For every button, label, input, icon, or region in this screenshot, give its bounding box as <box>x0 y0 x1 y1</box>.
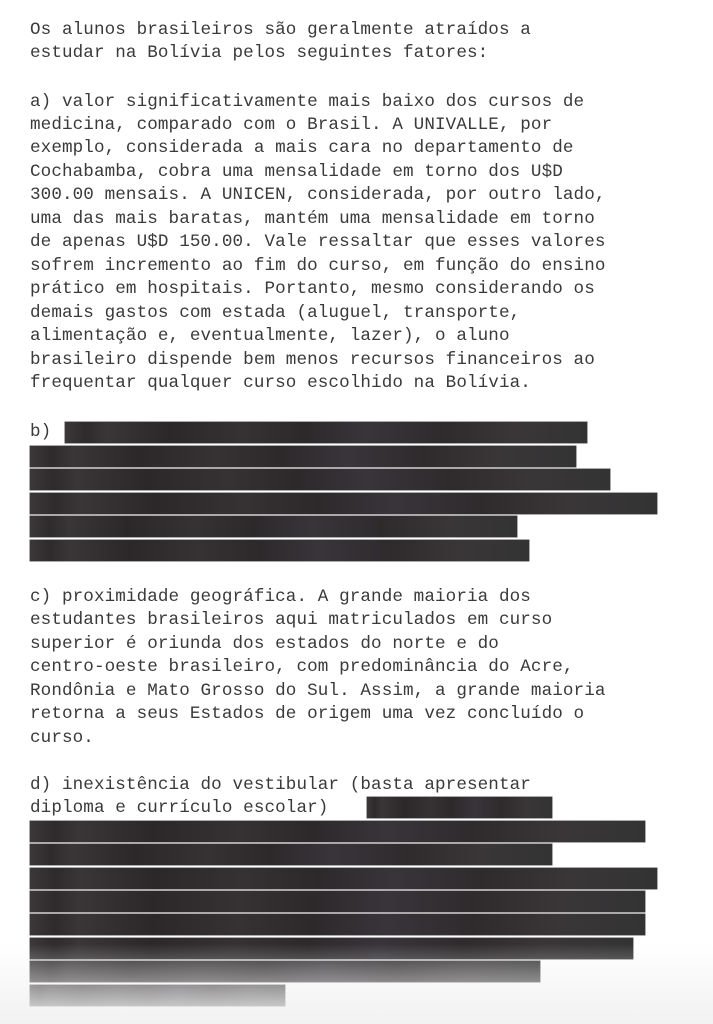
item-a-line: alimentação e, eventualmente, lazer), o aluno <box>30 326 510 346</box>
intro-line: Os alunos brasileiros são geralmente atraídos a <box>30 20 531 40</box>
redaction-bar <box>30 914 645 935</box>
redaction-bar <box>30 821 645 842</box>
page-shadow <box>0 944 713 1024</box>
item-a-line: Cochabamba, cobra uma mensalidade em torno dos U$D <box>30 162 563 182</box>
redaction-bar <box>30 540 529 561</box>
item-c-line: curso. <box>30 728 94 748</box>
item-d-line: d) inexistência do vestibular (basta apresentar <box>30 775 531 795</box>
item-a-line: de apenas U$D 150.00. Vale ressaltar que esses valores <box>30 232 606 252</box>
item-d-line: diploma e currículo escolar) <box>30 798 329 818</box>
redaction-bar <box>30 891 645 912</box>
redaction-bar <box>367 797 552 818</box>
redaction-bar <box>30 493 657 514</box>
intro-line: estudar na Bolívia pelos seguintes fatores: <box>30 43 489 63</box>
redaction-bar <box>30 868 657 889</box>
item-c-line: superior é oriunda dos estados do norte e do <box>30 634 499 654</box>
item-a-line: a) valor significativamente mais baixo dos cursos de <box>30 92 585 112</box>
item-c-line: Rondônia e Mato Grosso do Sul. Assim, a grande maioria <box>30 681 606 701</box>
item-c-line: centro-oeste brasileiro, com predominância do Acre, <box>30 657 574 677</box>
item-b-label: b) <box>30 422 52 442</box>
item-a-line: sofrem incremento ao fim do curso, em função do ensino <box>30 256 606 276</box>
item-c-line: c) proximidade geográfica. A grande maioria dos <box>30 587 531 607</box>
item-a-line: brasileiro dispende bem menos recursos financeiros ao <box>30 350 595 370</box>
redaction-bar <box>30 516 517 537</box>
item-a-line: frequentar qualquer curso escolhido na Bolívia. <box>30 373 531 393</box>
item-a-line: medicina, comparado com o Brasil. A UNIVALLE, por <box>30 115 553 135</box>
item-a-line: demais gastos com estada (aluguel, transporte, <box>30 303 521 323</box>
redaction-bar <box>30 446 576 467</box>
redaction-bar <box>30 469 610 490</box>
item-c-line: retorna a seus Estados de origem uma vez concluído o <box>30 704 585 724</box>
item-a-line: exemplo, considerada a mais cara no departamento de <box>30 138 574 158</box>
redaction-bar <box>30 844 552 865</box>
item-a-line: 300.00 mensais. A UNICEN, considerada, por outro lado, <box>30 185 606 205</box>
item-a-line: prático em hospitais. Portanto, mesmo considerando os <box>30 279 595 299</box>
item-c-line: estudantes brasileiros aqui matriculados em curso <box>30 610 553 630</box>
item-a-line: uma das mais baratas, mantém uma mensalidade em torno <box>30 209 595 229</box>
redaction-bar <box>65 422 587 443</box>
